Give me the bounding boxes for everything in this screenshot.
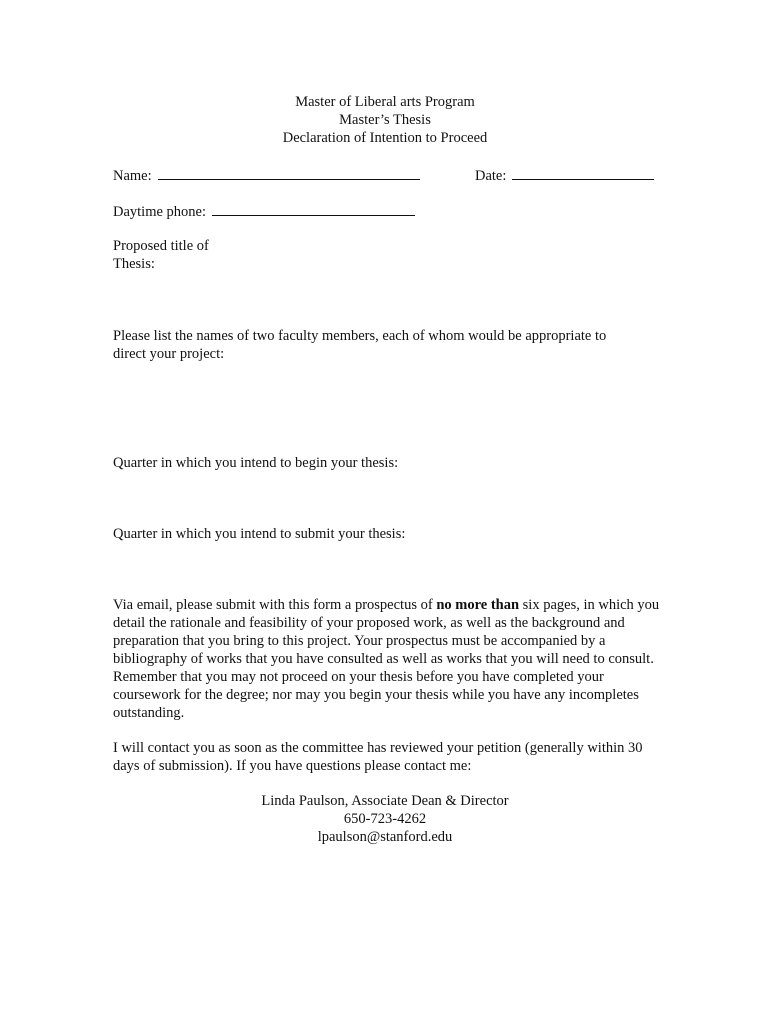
phone-label: Daytime phone: [113,204,207,220]
faculty-prompt [113,327,673,363]
thesis-title-label-line1: Proposed title of [113,238,209,254]
contact-name: Linda Paulson, Associate Dean & Director [261,793,509,809]
contact-email[interactable]: lpaulson@stanford.edu [317,829,453,845]
phone-input-line[interactable] [212,202,415,216]
name-field [113,166,420,185]
name-input-line[interactable] [158,166,420,180]
quarter-submit-prompt: Quarter in which you intend to submit your thesis: [113,526,406,542]
faculty-prompt-line2: direct your project: [113,346,225,362]
instructions-paragraph [113,596,663,722]
form-title: Declaration of Intention to Proceed [282,130,488,146]
date-field [475,166,654,185]
date-input-line[interactable] [512,166,654,180]
program-title: Master of Liberal arts Program [295,94,475,110]
instructions-text-start: Via email, please submit with this form a prospectus of [113,597,437,613]
quarter-begin-prompt: Quarter in which you intend to begin your thesis: [113,455,399,471]
date-label: Date: [475,168,507,184]
instructions-text-end: six pages, in which you detail the rationale and feasibility of your proposed work, as well as the background and preparation that you bring to this project. Your prospectus must be accompanied by a bibliography of works that you have consulted as well as works that you will need to consult. Remember that you may not proceed on your thesis before you have completed your coursework for the degree; nor may you begin your thesis while you have any incompletes outstanding. [113,597,660,721]
thesis-title: Master’s Thesis [339,112,431,128]
document-header [0,93,770,147]
faculty-prompt-line1: Please list the names of two faculty members, each of whom would be appropriate to [113,328,607,344]
phone-field [113,202,415,221]
thesis-title-field [113,237,209,273]
thesis-title-label-line2: Thesis: [113,256,155,272]
contact-block [0,792,770,846]
name-label: Name: [113,168,152,184]
contact-phone: 650-723-4262 [343,811,427,827]
contact-note: I will contact you as soon as the committee has reviewed your petition (generally within 30 days of submission). If you have questions please contact me: [113,740,643,774]
instructions-emphasis: no more than [436,597,520,613]
